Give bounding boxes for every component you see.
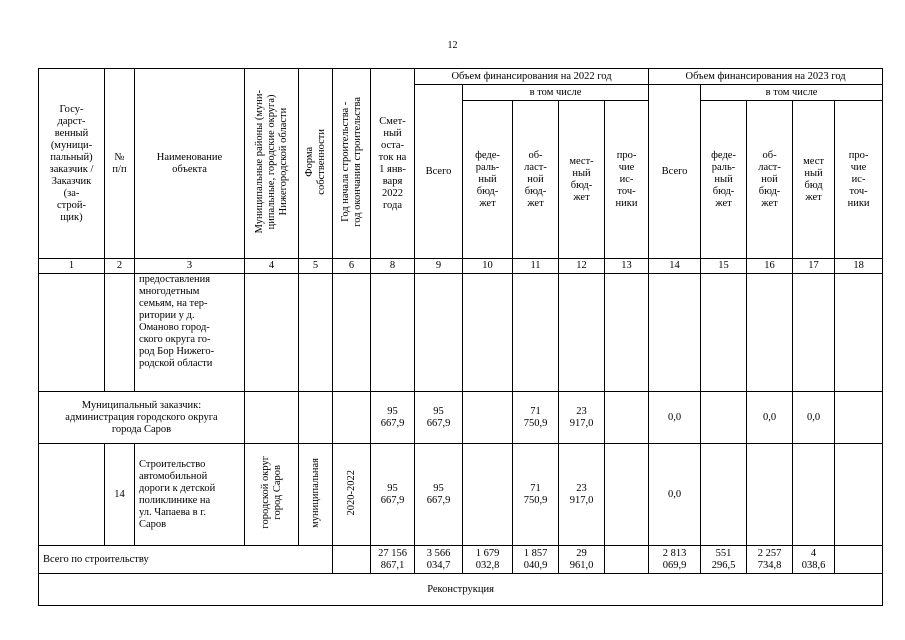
customer-total-2022: 95 667,9	[415, 392, 463, 444]
object-number: 14	[105, 444, 135, 546]
customer-row	[39, 392, 883, 444]
totals-federal-2023: 551 296,5	[701, 546, 747, 574]
column-number: 17	[793, 259, 835, 274]
column-number: 4	[245, 259, 299, 274]
header-regional-2023: об- ласт- ной бюд- жет	[747, 101, 793, 259]
totals-total-2023: 2 813 069,9	[649, 546, 701, 574]
totals-row	[39, 546, 883, 574]
column-number: 18	[835, 259, 883, 274]
financing-table	[38, 68, 883, 606]
totals-local-2023: 4 038,6	[793, 546, 835, 574]
section-title: Реконструкция	[39, 574, 883, 606]
customer-regional-2023: 0,0	[747, 392, 793, 444]
totals-local-2022: 29 961,0	[559, 546, 605, 574]
column-number: 6	[333, 259, 371, 274]
object-local-2022: 23 917,0	[559, 444, 605, 546]
object-ownership-cell	[299, 444, 333, 546]
header-local-2022: мест- ный бюд- жет	[559, 101, 605, 259]
object-total-2022: 95 667,9	[415, 444, 463, 546]
header-ownership-cell	[299, 69, 333, 259]
totals-regional-2023: 2 257 734,8	[747, 546, 793, 574]
customer-regional-2022: 71 750,9	[513, 392, 559, 444]
column-number: 3	[135, 259, 245, 274]
totals-federal-2022: 1 679 032,8	[463, 546, 513, 574]
customer-total-2023: 0,0	[649, 392, 701, 444]
header-total-2022: Всего	[415, 85, 463, 259]
object-name: Строительство автомобильной дороги к детской поликлинике на ул. Чапаева в г. Саров	[135, 444, 245, 546]
column-number: 10	[463, 259, 513, 274]
customer-label: Муниципальный заказчик: администрация городского округа города Саров	[39, 392, 245, 444]
column-number: 15	[701, 259, 747, 274]
header-years-cell	[333, 69, 371, 259]
header-number: № п/п	[105, 69, 135, 259]
object-district: городской округ город Саров	[259, 456, 283, 529]
header-fin-2022: Объем финансирования на 2022 год	[415, 69, 649, 85]
section-row	[39, 574, 883, 606]
column-number: 1	[39, 259, 105, 274]
object-years-cell	[333, 444, 371, 546]
header-federal-2023: феде- раль- ный бюд- жет	[701, 101, 747, 259]
header-districts-cell	[245, 69, 299, 259]
column-number: 13	[605, 259, 649, 274]
customer-local-2022: 23 917,0	[559, 392, 605, 444]
totals-label: Всего по строительству	[39, 546, 333, 574]
object-total-2023: 0,0	[649, 444, 701, 546]
column-number: 9	[415, 259, 463, 274]
column-number: 11	[513, 259, 559, 274]
column-number-row	[39, 259, 883, 274]
object-estimate: 95 667,9	[371, 444, 415, 546]
header-regional-2022: об- ласт- ной бюд- жет	[513, 101, 559, 259]
header-fin-2023: Объем финансирования на 2023 год	[649, 69, 883, 85]
header-districts: Муниципальные районы (муни- ципальные, городские округа) Нижегородской области	[253, 89, 289, 234]
header-customer: Госу- дарст- венный (муници- пальный) заказчик / Заказчик (за- строй- щик)	[39, 69, 105, 259]
object-ownership: муниципальная	[309, 457, 321, 528]
column-number: 8	[371, 259, 415, 274]
header-including-2023: в том числе	[701, 85, 883, 101]
column-number: 2	[105, 259, 135, 274]
header-local-2023: мест ный бюд жет	[793, 101, 835, 259]
column-number: 14	[649, 259, 701, 274]
header-federal-2022: феде- раль- ный бюд- жет	[463, 101, 513, 259]
header-including-2022: в том числе	[463, 85, 649, 101]
header-years: Год начала строительства - год окончания строительства	[339, 96, 363, 227]
header-object-name: Наименование объекта	[135, 69, 245, 259]
continued-object-row	[39, 274, 883, 392]
column-number: 5	[299, 259, 333, 274]
header-other-2023: про- чие ис- точ- ники	[835, 101, 883, 259]
header-ownership: Форма собственности	[303, 128, 327, 195]
continued-object-name: предоставления многодетным семьям, на тер- ритории у д. Оманово город- ского округа го- род Бор Нижего- родской области	[135, 274, 245, 392]
totals-estimate: 27 156 867,1	[371, 546, 415, 574]
header-total-2023: Всего	[649, 85, 701, 259]
totals-regional-2022: 1 857 040,9	[513, 546, 559, 574]
page-number: 12	[447, 40, 458, 51]
object-district-cell	[245, 444, 299, 546]
object-regional-2022: 71 750,9	[513, 444, 559, 546]
object-years: 2020-2022	[345, 469, 357, 516]
totals-total-2022: 3 566 034,7	[415, 546, 463, 574]
header-estimate: Смет- ный оста- ток на 1 янв- варя 2022 года	[371, 69, 415, 259]
column-number: 16	[747, 259, 793, 274]
column-number: 12	[559, 259, 605, 274]
customer-local-2023: 0,0	[793, 392, 835, 444]
customer-estimate: 95 667,9	[371, 392, 415, 444]
object-row	[39, 444, 883, 546]
header-other-2022: про- чие ис- точ- ники	[605, 101, 649, 259]
